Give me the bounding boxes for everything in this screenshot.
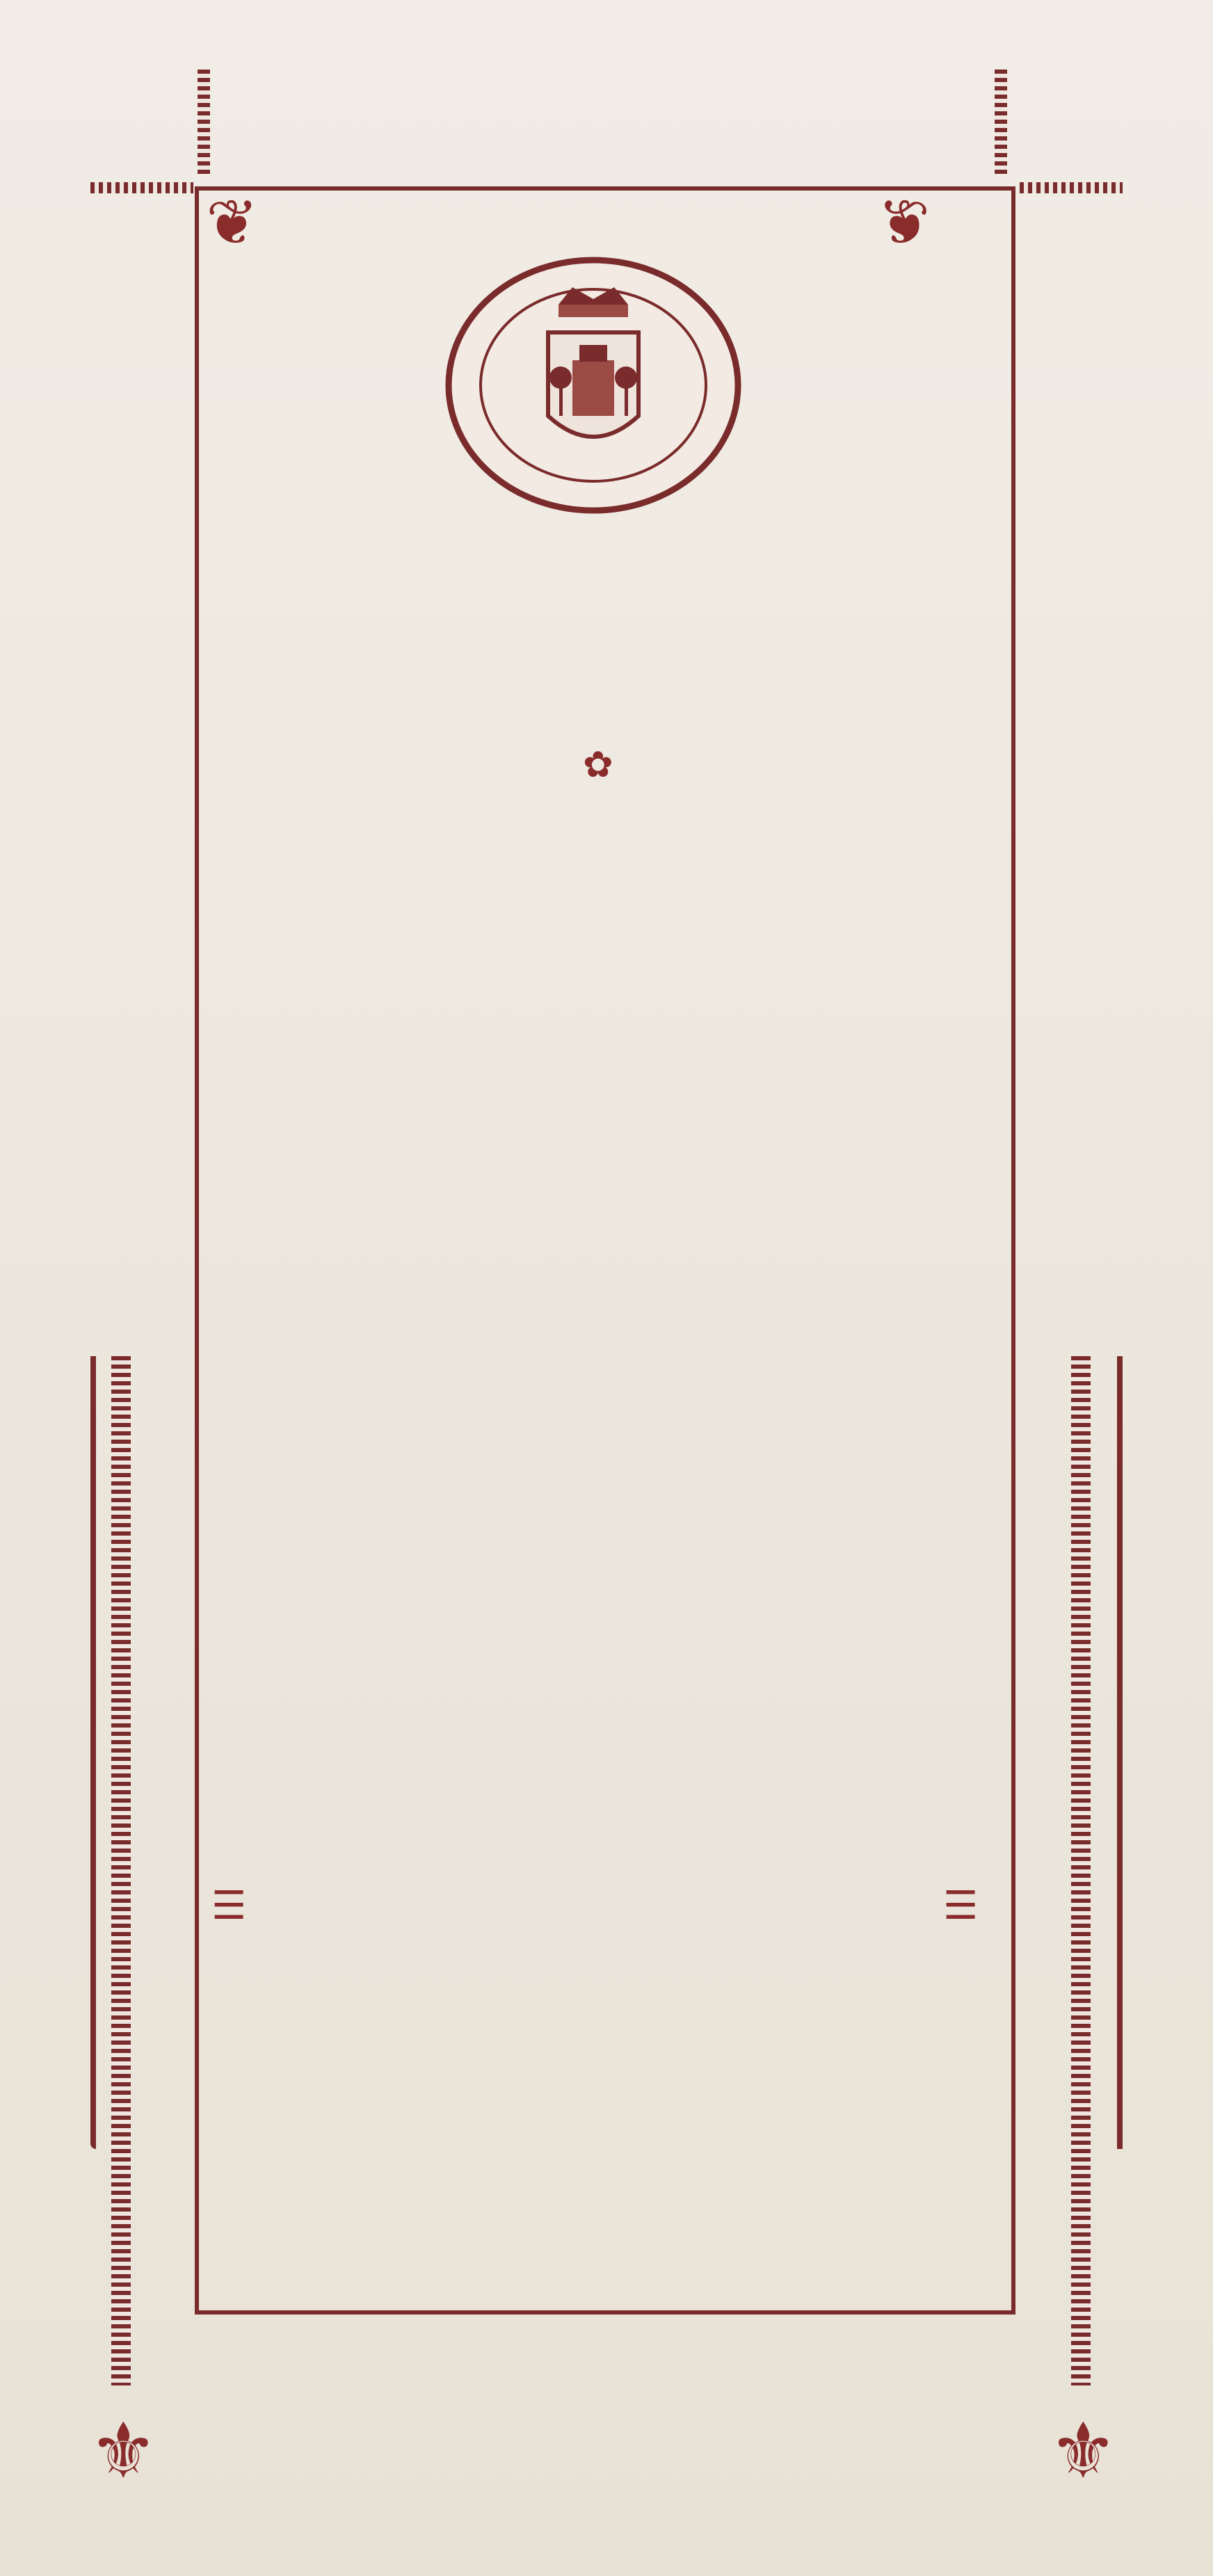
right-triple-bar-icon: ☰: [943, 1883, 979, 1929]
left-curve-bar: [90, 1356, 96, 2149]
left-vertical-rail: [111, 1356, 131, 2385]
right-curve-bar: [1117, 1356, 1123, 2149]
left-triple-bar-icon: ☰: [211, 1883, 247, 1929]
right-fleur-icon: ⚜: [1049, 2406, 1118, 2495]
right-corner-leaf-icon: ❦: [878, 186, 931, 259]
left-fleur-icon: ⚜: [89, 2406, 158, 2495]
top-right-rail: [995, 70, 1007, 174]
left-corner-leaf-icon: ❦: [206, 186, 259, 259]
right-rail-ornament: [1020, 182, 1123, 193]
city-seal: [444, 256, 743, 515]
right-vertical-rail: [1071, 1356, 1091, 2385]
small-ornament-icon: ✿: [583, 744, 613, 786]
left-rail-ornament: [90, 182, 193, 193]
top-left-rail: [198, 70, 210, 174]
